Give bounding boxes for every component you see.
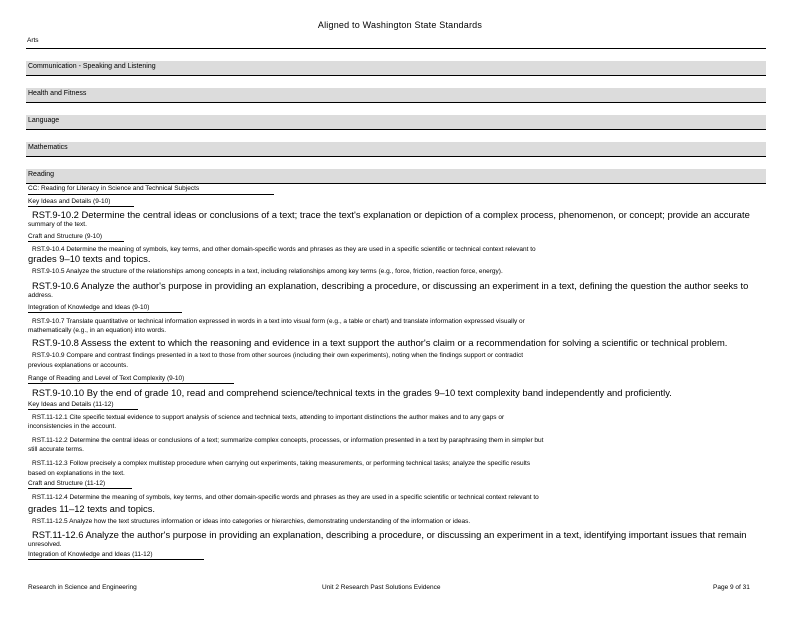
standard-continued: unresolved. [28,541,62,548]
divider [26,48,766,49]
section-health: Health and Fitness [26,88,766,102]
standard-text: RST.9-10.10 By the end of grade 10, read and comprehend science/technical texts in the grades 9–10 text complexity band independently and proficiently. [32,387,672,398]
page-title: Aligned to Washington State Standards [317,20,483,30]
standard-continued: grades 9–10 texts and topics. [28,253,151,264]
standard-continued: summary of the text. [28,221,87,228]
standard-text: RST.9-10.4 Determine the meaning of symbols, key terms, and other domain-specific words and phrases as they are used in a specific scientific or technical context relevant to [32,246,536,253]
underline [28,409,138,410]
subheading: Integration of Knowledge and Ideas (11-12) [28,551,153,558]
divider [26,75,766,76]
standard-continued: inconsistencies in the account. [28,423,117,430]
underline [28,383,234,384]
subheading: Integration of Knowledge and Ideas (9-10) [28,304,150,311]
footer-page-number: Page 9 of 31 [713,584,750,591]
divider [26,183,766,184]
section-language: Language [26,115,766,129]
underline [28,194,274,195]
subheading: Key Ideas and Details (11-12) [28,401,114,408]
standard-text: RST.9-10.8 Assess the extent to which the reasoning and evidence in a text support the author's claim or a recommendation for solving a scientific or technical problem. [32,337,728,348]
underline [28,488,132,489]
divider [26,102,766,103]
standard-text: RST.11-12.2 Determine the central ideas or conclusions of a text; summarize complex concepts, processes, or information presented in a text by paraphrasing them in simpler but [32,437,544,444]
underline [28,312,182,313]
standard-text: RST.11-12.1 Cite specific textual evidence to support analysis of science and technical texts, attending to important distinctions the author makes and to any gaps or [32,414,505,421]
divider [26,129,766,130]
standard-text: RST.11-12.5 Analyze how the text structures information or ideas into categories or hierarchies, demonstrating understanding of the information or ideas. [32,518,471,525]
standard-text: RST.9-10.2 Determine the central ideas or conclusions of a text; trace the text's explanation or depiction of a complex process, phenomenon, or concept; provide an accurate [32,209,750,220]
underline [28,559,204,560]
standard-text: RST.9-10.6 Analyze the author's purpose in providing an explanation, describing a procedure, or discussing an experiment in a text, defining the question the author seeks to [32,280,749,291]
standard-text: RST.11-12.3 Follow precisely a complex multistep procedure when carrying out experiments, taking measurements, or performing technical tasks; analyze the specific results [32,460,531,467]
section-mathematics: Mathematics [26,142,766,156]
standard-text: RST.11-12.6 Analyze the author's purpose in providing an explanation, describing a procedure, or discussing an experiment in a text, identifying important issues that remain [32,529,747,540]
source-heading: CC: Reading for Literacy in Science and Technical Subjects [28,185,200,192]
standard-continued: previous explanations or accounts. [28,362,129,369]
subheading: Range of Reading and Level of Text Complexity (9-10) [28,375,185,382]
standard-text: RST.9-10.9 Compare and contrast findings presented in a text to those from other sources (including their own experiments), noting when the findings support or contradict [32,352,524,359]
section-reading: Reading [26,169,766,183]
section-communication: Communication - Speaking and Listening [26,61,766,75]
subheading: Craft and Structure (11-12) [28,480,106,487]
standard-continued: mathematically (e.g., in an equation) into words. [28,327,167,334]
standard-continued: still accurate terms. [28,446,84,453]
section-arts: Arts [27,37,39,44]
standard-text: RST.9-10.5 Analyze the structure of the relationships among concepts in a text, including relationships among key terms (e.g., force, friction, reaction force, energy). [32,268,503,275]
standard-continued: grades 11–12 texts and topics. [28,503,155,514]
standard-text: RST.11-12.4 Determine the meaning of symbols, key terms, and other domain-specific words and phrases as they are used in a specific scientific or technical context relevant to [32,494,539,501]
divider [26,156,766,157]
footer-left: Research in Science and Engineering [28,584,137,591]
standard-text: RST.9-10.7 Translate quantitative or technical information expressed in words in a text into visual form (e.g., a table or chart) and translate information expressed visually or [32,318,525,325]
underline [28,206,134,207]
underline [28,241,124,242]
standard-continued: based on explanations in the text. [28,470,125,477]
standard-continued: address. [28,292,53,299]
subheading: Craft and Structure (9-10) [28,233,103,240]
footer-center: Unit 2 Research Past Solutions Evidence [322,584,441,591]
subheading: Key Ideas and Details (9-10) [28,198,111,205]
